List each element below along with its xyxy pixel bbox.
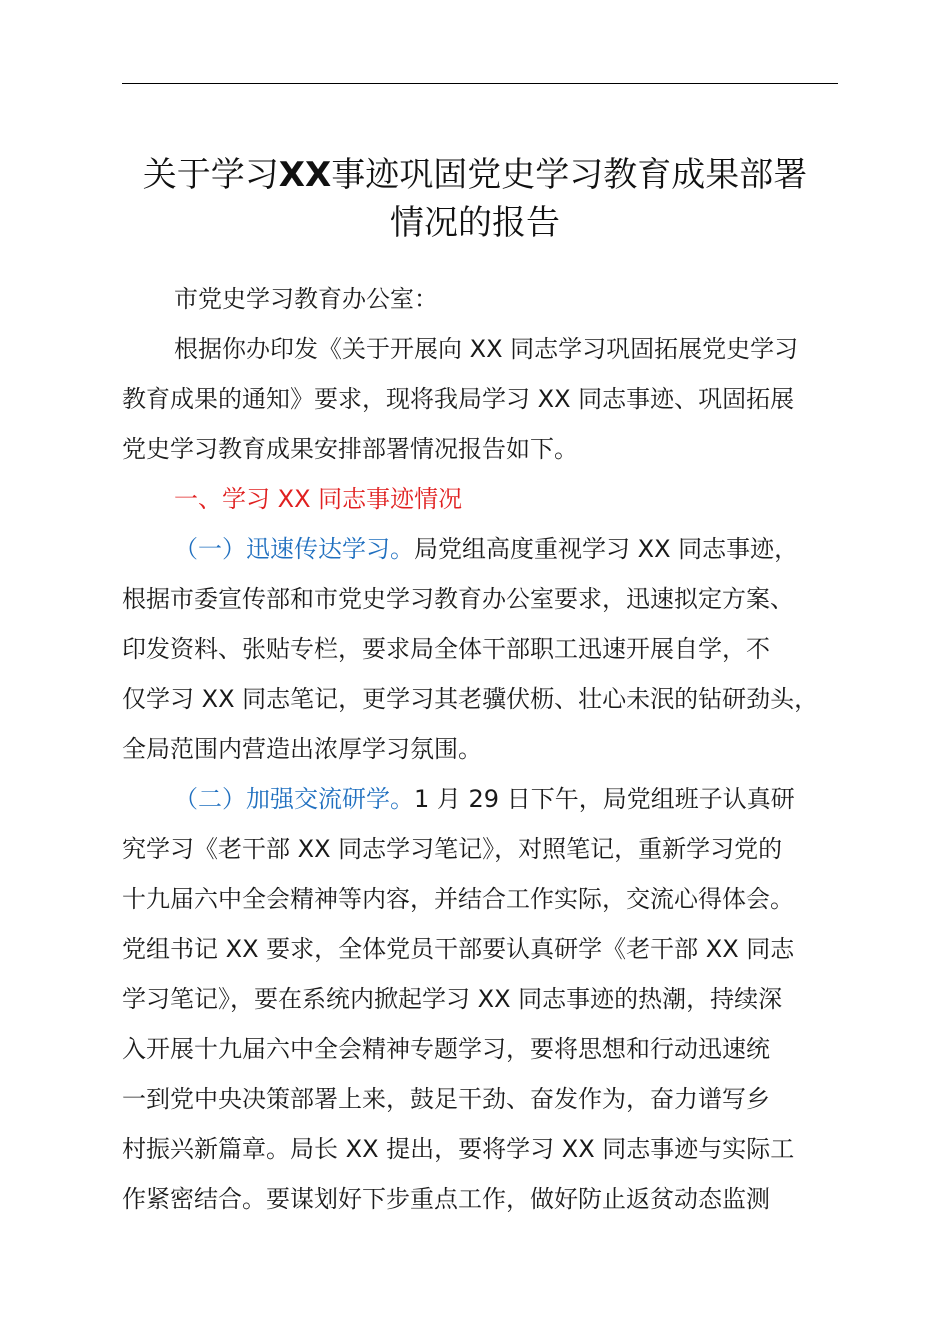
title-prefix: 关于学习 (142, 155, 279, 195)
subsection-1-heading: （一）迅速传达学习。 (174, 535, 414, 563)
salutation: 市党史学习教育办公室： (174, 285, 438, 313)
subsection-1-line: 全局范围内营造出浓厚学习氛围。 (122, 735, 482, 763)
subsection-2-line: 党组书记 XX 要求，全体党员干部要认真研学《老干部 XX 同志 (122, 935, 795, 963)
subsection-2-line: 入开展十九届六中全会精神专题学习，要将思想和行动迅速统 (122, 1035, 770, 1063)
subsection-1-line: 仅学习 XX 同志笔记，更学习其老骥伏枥、壮心未泯的钻研劲头， (122, 685, 819, 713)
subsection-2-line: 作紧密结合。要谋划好下步重点工作，做好防止返贫动态监测 (122, 1185, 770, 1213)
subsection-2-line: 究学习《老干部 XX 同志学习笔记》，对照笔记，重新学习党的 (122, 835, 783, 863)
subsection-2-line: 学习笔记》，要在系统内掀起学习 XX 同志事迹的热潮，持续深 (122, 985, 783, 1013)
subsection-1-line: 印发资料、张贴专栏，要求局全体干部职工迅速开展自学，不 (122, 635, 770, 663)
title-suffix: 事迹巩固党史学习教育成果部署 (331, 155, 808, 195)
subsection-2-line: 一到党中央决策部署上来，鼓足干劲、奋发作为，奋力谱写乡 (122, 1085, 770, 1113)
subsection-1-first-line (174, 532, 894, 566)
subsection-2-first-line (174, 782, 894, 816)
header-rule (122, 83, 838, 84)
document-title-line-1 (100, 150, 850, 200)
subsection-2-heading: （二）加强交流研学。 (174, 785, 414, 813)
subsection-1-first-line-text: 局党组高度重视学习 XX 同志事迹， (414, 535, 799, 563)
intro-line-1: 根据你办印发《关于开展向 XX 同志学习巩固拓展党史学习 (174, 335, 799, 363)
section-heading-1: 一、学习 XX 同志事迹情况 (174, 485, 463, 513)
subsection-2-line: 十九届六中全会精神等内容，并结合工作实际，交流心得体会。 (122, 885, 794, 913)
intro-line-3: 党史学习教育成果安排部署情况报告如下。 (122, 435, 578, 463)
subsection-2-line: 村振兴新篇章。局长 XX 提出，要将学习 XX 同志事迹与实际工 (122, 1135, 795, 1163)
intro-line-2: 教育成果的通知》要求，现将我局学习 XX 同志事迹、巩固拓展 (122, 385, 795, 413)
title-bold-name: XX (278, 155, 332, 195)
subsection-1-line: 根据市委宣传部和市党史学习教育办公室要求，迅速拟定方案、 (122, 585, 794, 613)
document-title-line-2: 情况的报告 (390, 203, 560, 243)
subsection-2-first-line-text: 1 月 29 日下午，局党组班子认真研 (414, 785, 795, 813)
